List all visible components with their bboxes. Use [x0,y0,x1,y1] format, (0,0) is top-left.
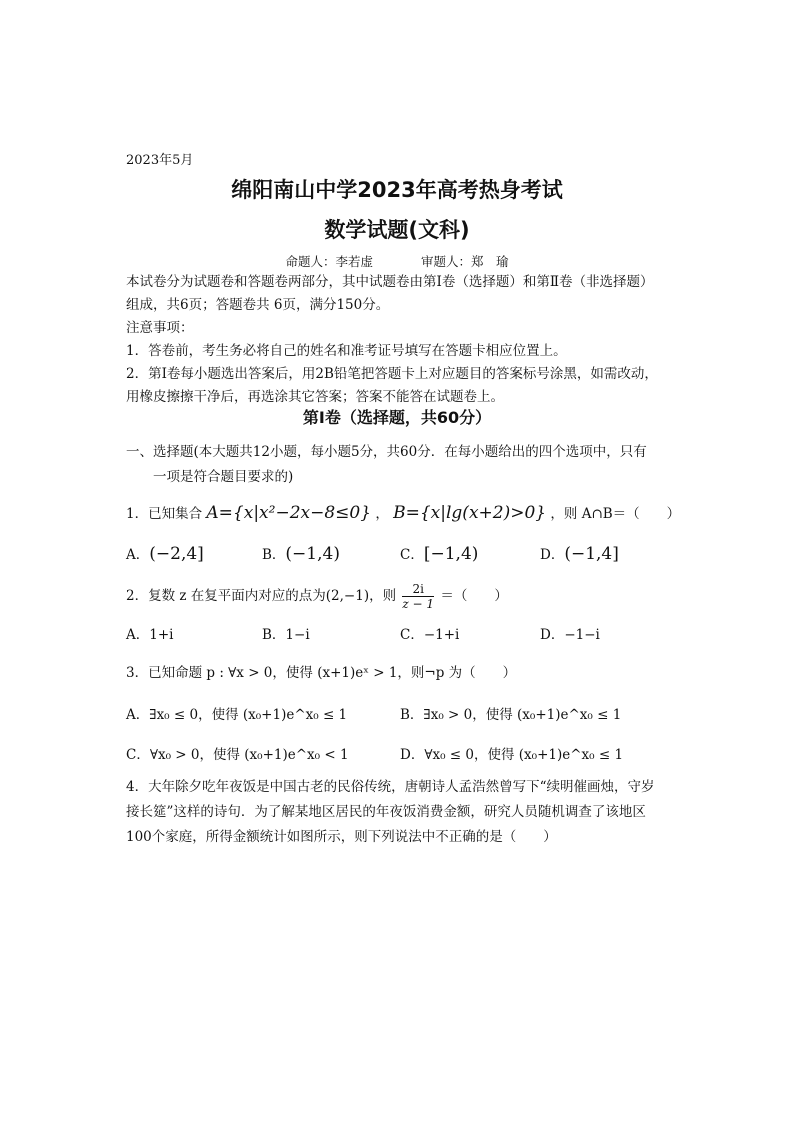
q2-fraction-denominator: z − 1 [402,597,435,611]
question-4-line-3: 100个家庭，所得金额统计如图所示，则下列说法中不正确的是（ ） [126,829,557,845]
authors-line [0,252,794,270]
q2-suffix: ＝（ ） [440,588,508,604]
q2-fraction-numerator: 2i [402,582,434,597]
intro-line-2: 组成，共6页；答题卷共 6页，满分150分。 [126,297,390,313]
exam-subtitle: 数学试题(文科) [324,218,470,242]
q3-option-a: A．∃x₀ ≤ 0，使得 (x₀+1)e^x₀ ≤ 1 [126,707,348,723]
q2-option-b: B．1−i [262,627,310,643]
q1-set-b: B={x|lg(x+2)>0} [393,503,547,523]
q2-option-d: D．−1−i [540,627,600,643]
q1-suffix: ，则 A∩B＝（ ） [550,506,681,522]
q2-prefix: 2．复数 z 在复平面内对应的点为(2,−1)，则 [126,588,397,604]
q3-option-b: B．∃x₀ > 0，使得 (x₀+1)e^x₀ ≤ 1 [400,707,622,723]
intro-line-1: 本试卷分为试题卷和答题卷两部分，其中试题卷由第Ⅰ卷（选择题）和第Ⅱ卷（非选择题） [126,274,654,290]
proposer: 命题人：李若虚 [285,254,373,269]
question-3-stem: 3．已知命题 p : ∀x > 0，使得 (x+1)eˣ > 1，则¬p 为（ ） [126,665,517,681]
section-title: 第Ⅰ卷（选择题，共60分） [302,408,492,427]
notice-2b: 用橡皮擦擦干净后，再选涂其它答案；答案不能答在试题卷上。 [126,389,504,405]
q2-option-c: C．−1+i [400,627,460,643]
q2-option-a: A．1+i [126,627,174,643]
q1-option-c: C．[−1,4) [400,544,479,564]
notice-1: 1．答卷前，考生务必将自己的姓名和准考证号填写在答题卡相应位置上。 [126,343,567,359]
question-2-stem [126,582,508,611]
question-1-stem [126,502,680,523]
q1-prefix: 1．已知集合 [126,506,203,522]
exam-date: 2023年5月 [126,153,194,168]
q1-set-a: A={x|x²−2x−8≤0} [206,503,372,523]
q1-option-b: B．(−1,4) [262,544,340,564]
q3-option-d: D．∀x₀ ≤ 0，使得 (x₀+1)e^x₀ ≤ 1 [400,747,624,763]
section-desc-1: 一、选择题(本大题共12小题，每小题5分，共60分．在每小题给出的四个选项中，只有 [126,444,647,460]
q1-option-d: D．(−1,4] [540,544,619,564]
reviewer: 审题人：郑 瑜 [420,254,509,269]
question-4-line-2: 接长筵”这样的诗句．为了解某地区居民的年夜饭消费金额，研究人员随机调查了该地区 [126,804,646,820]
q1-sep: ， [375,506,389,522]
section-desc-2: 一项是符合题目要求的) [153,469,294,485]
q3-option-c: C．∀x₀ > 0，使得 (x₀+1)e^x₀ < 1 [126,747,349,763]
question-4-line-1: 4．大年除夕吃年夜饭是中国古老的民俗传统，唐朝诗人孟浩然曾写下“续明催画烛，守岁 [126,779,655,795]
q2-fraction [402,582,434,611]
q1-option-a: A．(−2,4] [126,544,204,564]
exam-title: 绵阳南山中学2023年高考热身考试 [231,178,563,202]
notice-title: 注意事项： [126,320,194,336]
notice-2a: 2．第Ⅰ卷每小题选出答案后，用2B铅笔把答题卡上对应题目的答案标号涂黑，如需改动， [126,366,658,382]
